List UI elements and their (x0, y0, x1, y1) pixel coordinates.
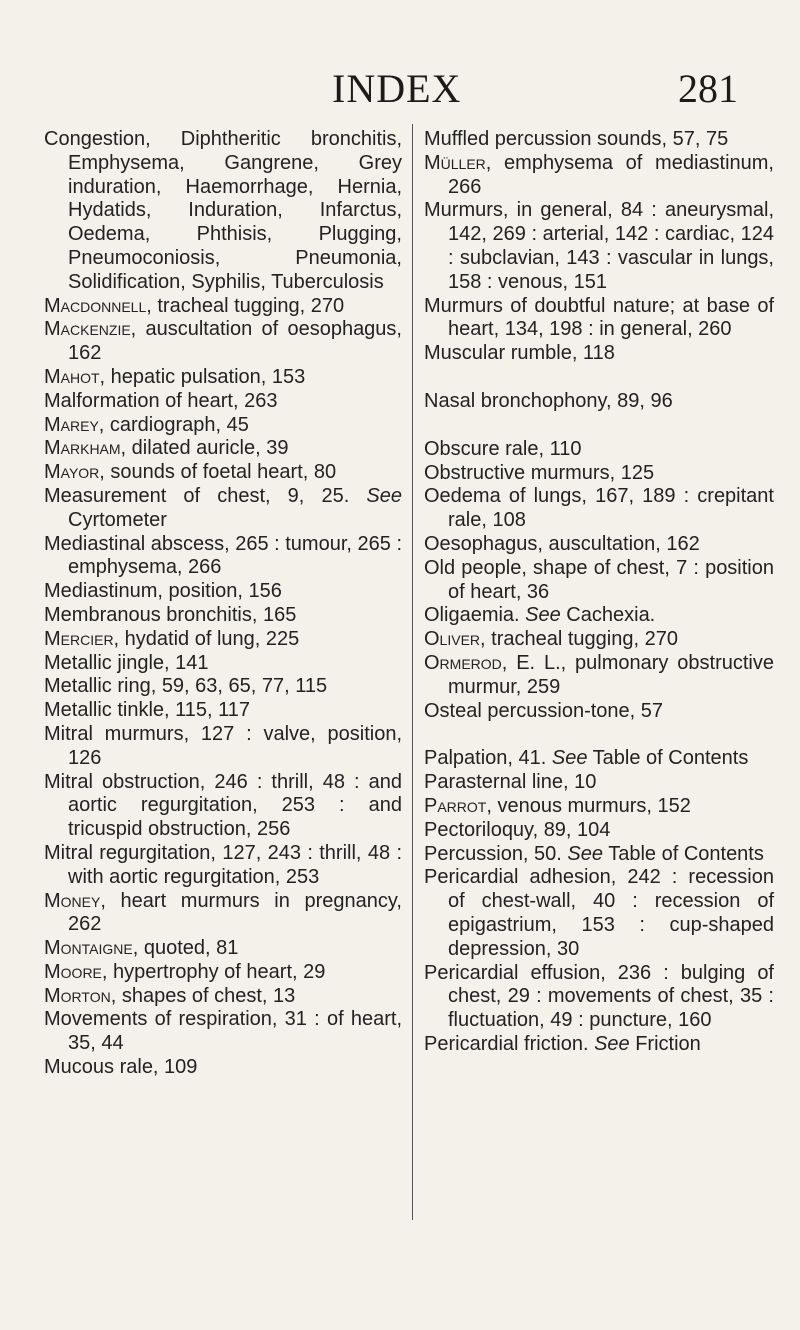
index-entry (424, 128, 774, 152)
author-name: Parrot, (424, 794, 492, 817)
entry-text: Obscure rale, 110 (424, 437, 582, 460)
entry-text: Membranous bronchitis, 165 (44, 603, 297, 626)
entry-text: tracheal tugging, 270 (151, 294, 345, 317)
index-entry (44, 128, 402, 295)
section-gap (424, 366, 774, 390)
index-entry (424, 843, 774, 867)
entry-text: Mediastinum, position, 156 (44, 580, 282, 603)
index-entry (44, 652, 402, 676)
author-name: Mackenzie, (44, 318, 137, 341)
index-entry (424, 819, 774, 843)
column-divider (412, 124, 413, 1220)
author-name: Morton, (44, 984, 117, 1007)
index-entry (424, 1033, 774, 1057)
index-entry (424, 604, 774, 628)
entry-text: Oligaemia. See Cachexia. (424, 604, 656, 627)
index-entry (44, 318, 402, 366)
index-entry (424, 628, 774, 652)
index-entry (424, 747, 774, 771)
section-gap (424, 723, 774, 747)
entry-text: Metallic jingle, 141 (44, 651, 209, 674)
index-entry (424, 533, 774, 557)
entry-text: Congestion, Diphtheritic bronchitis, Emphysema, Gangrene, Grey induration, Haemorrhage, Hernia, Hydatids, Induration, Infarctus, Oedema, Phthisis, Plugging, Pneumoconiosis, Pneumonia, Solidification, Syphilis, Tuberculosis (44, 128, 402, 293)
entry-text: Oesophagus, auscultation, 162 (424, 532, 700, 555)
author-name: Mercier, (44, 627, 120, 650)
entry-text: Mediastinal abscess, 265 : tumour, 265 : emphysema, 266 (44, 532, 402, 579)
index-entry (44, 366, 402, 390)
entry-text: Measurement of chest, 9, 25. See Cyrtometer (44, 484, 402, 531)
index-entry (44, 1056, 402, 1080)
index-entry (44, 1008, 402, 1056)
entry-text: E. L., pulmonary obstructive murmur, 259 (448, 651, 774, 698)
index-entry (44, 295, 402, 319)
author-name: Ormerod, (424, 651, 508, 674)
entry-text: Oedema of lungs, 167, 189 : crepitant rale, 108 (424, 485, 774, 532)
entry-text: Obstructive murmurs, 125 (424, 461, 655, 484)
entry-text: venous murmurs, 152 (491, 794, 691, 817)
entry-text: hypertrophy of heart, 29 (107, 960, 326, 983)
index-entry (44, 890, 402, 938)
index-entry (424, 795, 774, 819)
author-name: Macdonnell, (44, 294, 152, 317)
index-entry (44, 961, 402, 985)
entry-text: Pericardial effusion, 236 : bulging of chest, 29 : movements of chest, 35 : fluctuation, 49 : puncture, 160 (424, 961, 774, 1032)
index-entry (424, 866, 774, 961)
entry-text: Metallic tinkle, 115, 117 (44, 699, 251, 722)
entry-text: heart murmurs in pregnancy, 262 (68, 889, 402, 936)
index-entry (44, 414, 402, 438)
author-name: Money, (44, 889, 106, 912)
index-entry (44, 723, 402, 771)
entry-text: Malformation of heart, 263 (44, 389, 278, 412)
page-header (0, 64, 800, 114)
entry-text: Parasternal line, 10 (424, 771, 597, 794)
index-entry (424, 962, 774, 1033)
index-entry (44, 390, 402, 414)
index-entry (44, 533, 402, 581)
page-number: 281 (678, 66, 738, 111)
index-column-left (44, 128, 402, 1080)
entry-text: tracheal tugging, 270 (485, 628, 678, 651)
index-entry (44, 699, 402, 723)
entry-text: Murmurs of doubtful nature; at base of heart, 134, 198 : in general, 260 (424, 294, 774, 341)
index-entry (424, 390, 774, 414)
entry-text: Osteal percussion-tone, 57 (424, 699, 664, 722)
entry-text: Metallic ring, 59, 63, 65, 77, 115 (44, 675, 328, 698)
author-name: Moore, (44, 960, 108, 983)
index-entry (44, 580, 402, 604)
entry-text: Palpation, 41. See Table of Contents (424, 747, 749, 770)
index-entry (44, 628, 402, 652)
entry-text: Pectoriloquy, 89, 104 (424, 818, 611, 841)
index-entry (424, 199, 774, 294)
entry-text: Murmurs, in general, 84 : aneurysmal, 142, 269 : arterial, 142 : cardiac, 124 : subclavian, 143 : vascular in lungs, 158 : venous, 151 (424, 199, 774, 293)
entry-text: Pericardial friction. See Friction (424, 1032, 701, 1055)
index-column-right (424, 128, 774, 1057)
index-entry (44, 771, 402, 842)
author-name: Marey, (44, 413, 105, 436)
index-entry (424, 652, 774, 700)
author-name: Markham, (44, 437, 127, 460)
index-entry (44, 937, 402, 961)
index-entry (44, 437, 402, 461)
entry-text: Mucous rale, 109 (44, 1056, 198, 1079)
index-entry (424, 438, 774, 462)
index-entry (424, 342, 774, 366)
entry-text: hydatid of lung, 225 (119, 627, 300, 650)
author-name: Oliver, (424, 628, 486, 651)
index-entry (424, 700, 774, 724)
entry-text: Muffled percussion sounds, 57, 75 (424, 128, 729, 150)
entry-text: Old people, shape of chest, 7 : position of heart, 36 (424, 556, 774, 603)
author-name: Mayor, (44, 461, 105, 484)
index-entry (424, 485, 774, 533)
index-entry (44, 985, 402, 1009)
index-entry (424, 152, 774, 200)
entry-text: Movements of respiration, 31 : of heart, 35, 44 (44, 1008, 402, 1055)
entry-text: Muscular rumble, 118 (424, 342, 615, 365)
index-entry (44, 604, 402, 628)
entry-text: quoted, 81 (138, 937, 239, 960)
index-entry (424, 771, 774, 795)
page-title: INDEX (332, 66, 462, 111)
index-entry (44, 485, 402, 533)
entry-text: Mitral regurgitation, 127, 243 : thrill, 48 : with aortic regurgitation, 253 (44, 841, 402, 888)
entry-text: hepatic pulsation, 153 (105, 365, 306, 388)
entry-text: dilated auricle, 39 (126, 437, 289, 460)
author-name: Mahot, (44, 365, 106, 388)
index-entry (424, 295, 774, 343)
author-name: Montaigne, (44, 937, 139, 960)
index-entry (44, 461, 402, 485)
entry-text: Mitral obstruction, 246 : thrill, 48 : and aortic regurgitation, 253 : and tricuspid obstruction, 256 (44, 770, 402, 841)
entry-text: emphysema of mediastinum, 266 (448, 151, 774, 198)
entry-text: cardiograph, 45 (104, 413, 249, 436)
entry-text: Mitral murmurs, 127 : valve, position, 126 (44, 722, 402, 769)
author-name: Müller, (424, 151, 492, 174)
entry-text: sounds of foetal heart, 80 (104, 461, 337, 484)
index-entry (44, 842, 402, 890)
index-entry (424, 557, 774, 605)
section-gap (424, 414, 774, 438)
entry-text: Nasal bronchophony, 89, 96 (424, 389, 673, 412)
entry-text: auscultation of oesophagus, 162 (68, 318, 402, 365)
entry-text: Pericardial adhesion, 242 : recession of chest-wall, 40 : recession of epigastrium, 153 : cup-shaped depression, 30 (424, 866, 774, 960)
entry-text: shapes of chest, 13 (116, 984, 296, 1007)
index-entry (44, 675, 402, 699)
index-entry (424, 462, 774, 486)
entry-text: Percussion, 50. See Table of Contents (424, 842, 764, 865)
